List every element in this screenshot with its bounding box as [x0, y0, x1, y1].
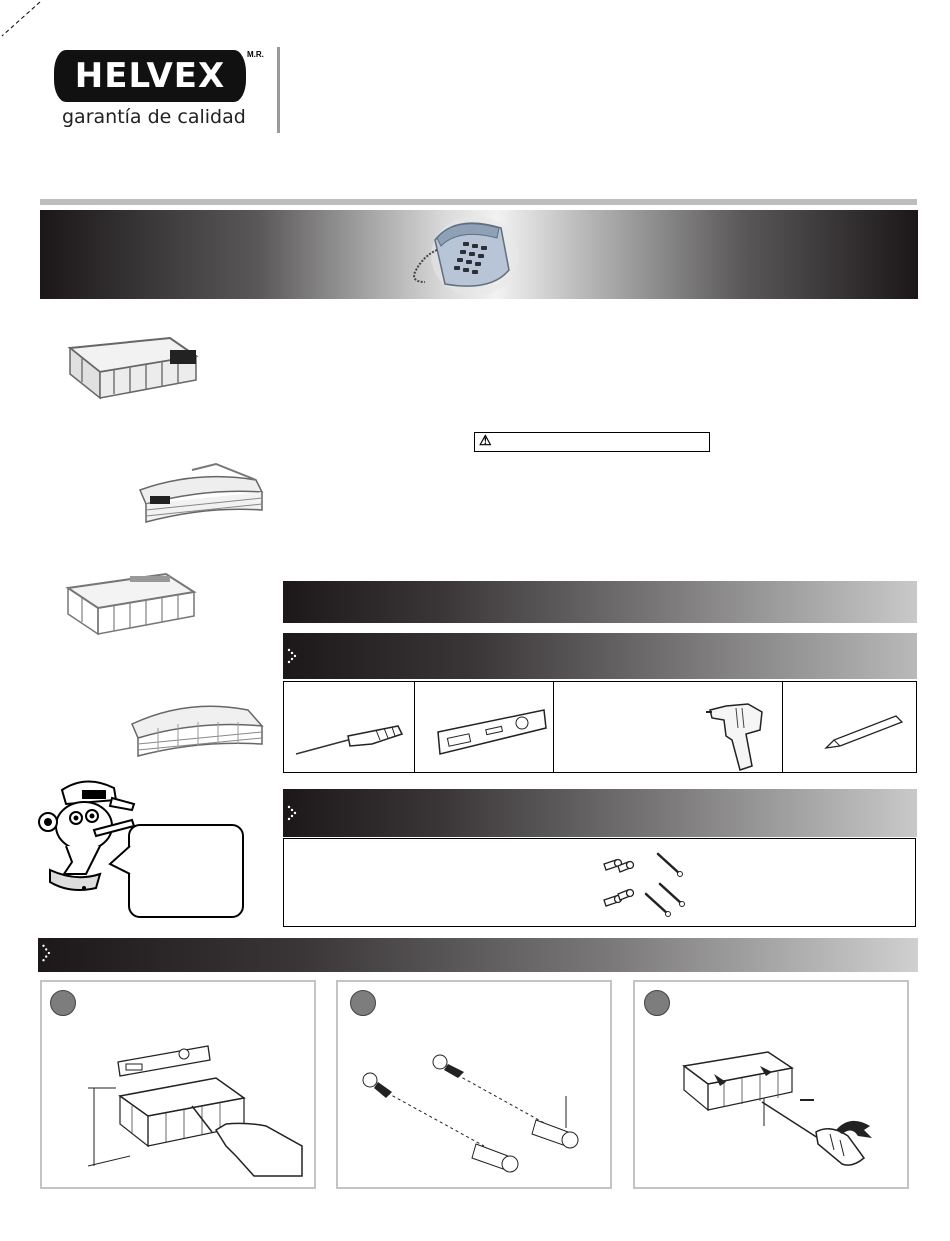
corner-basket-image	[136, 460, 266, 528]
warning-icon: ⚠	[479, 432, 492, 448]
brand-logo: HELVEX	[74, 56, 226, 96]
section-bar-tools	[283, 633, 917, 679]
phone-icon	[405, 210, 517, 298]
section-bar-product	[283, 581, 917, 623]
soap-basket-image	[62, 568, 198, 640]
screwdriver-icon	[292, 722, 404, 758]
corner-basket-image-2	[128, 690, 266, 760]
arrow-bullet-icon	[287, 648, 301, 666]
warning-box	[474, 432, 710, 452]
anchor-icon	[598, 854, 638, 918]
trademark-mark: M.R.	[247, 50, 264, 59]
brand-tagline: garantía de calidad	[62, 106, 246, 128]
header-divider	[277, 47, 280, 133]
tools-divider	[553, 681, 554, 773]
tools-divider	[782, 681, 783, 773]
pencil-icon	[824, 714, 904, 750]
soap-dish-image	[60, 330, 200, 406]
step2-illustration	[356, 1050, 596, 1180]
step1-illustration	[86, 1036, 302, 1186]
step3-illustration	[680, 1046, 880, 1176]
step-number-2	[350, 990, 376, 1016]
speech-bubble-tail	[108, 846, 132, 876]
drill-icon	[706, 700, 772, 772]
speech-bubble	[128, 824, 244, 918]
top-rule	[40, 199, 917, 205]
section-bar-installation	[38, 938, 918, 972]
dashed-corner-mark	[0, 0, 45, 40]
tools-divider	[414, 681, 415, 773]
arrow-bullet-icon	[41, 944, 55, 962]
screw-icon	[640, 850, 690, 922]
level-icon	[436, 708, 550, 760]
step-number-1	[50, 990, 76, 1016]
arrow-bullet-icon	[287, 805, 301, 823]
step-number-3	[644, 990, 670, 1016]
section-bar-parts	[283, 789, 917, 837]
